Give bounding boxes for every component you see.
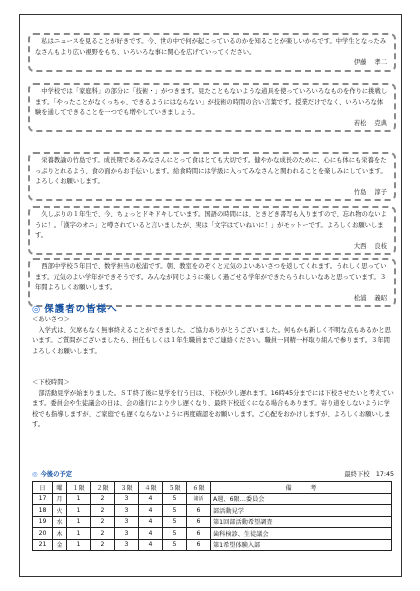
teacher-message-3 bbox=[28, 152, 396, 201]
header-period-2: ２限 bbox=[91, 482, 115, 494]
table-row bbox=[33, 528, 392, 540]
teacher-message-5 bbox=[28, 258, 396, 307]
cell-period: 5 bbox=[163, 493, 187, 505]
cell-period: 1 bbox=[67, 493, 91, 505]
cell-period: 1 bbox=[67, 505, 91, 517]
dismissal-heading: ＜下校時間＞ bbox=[32, 379, 70, 386]
cell-period: 2 bbox=[91, 516, 115, 528]
greeting-heading: ＜あいさつ＞ bbox=[32, 316, 70, 323]
cell-weekday: 火 bbox=[53, 505, 67, 517]
message-signature: 大西 良枝 bbox=[353, 242, 387, 250]
schedule-header bbox=[32, 469, 394, 481]
cell-period: 4 bbox=[139, 516, 163, 528]
header-day: 日 bbox=[33, 482, 53, 494]
cell-note: 第1回部活動希望調査 bbox=[211, 516, 392, 528]
cell-note: A週、6限…委員会 bbox=[211, 493, 392, 505]
cell-day: 18 bbox=[33, 505, 53, 517]
cell-weekday: 水 bbox=[53, 516, 67, 528]
cell-period: 1 bbox=[67, 539, 91, 551]
message-text: 西部中学校５年目で、数学担当の松浦です。朝、教室をのぞくと元気のよいあいさつを返してくれます。うれしく思っています。元気のよい学年ができそうです。みんなが同じように楽しく過ごせる学年ができたらうれしいなあと思っています。３年間よろしくお願いします。 bbox=[35, 263, 387, 292]
cell-period: 2 bbox=[91, 493, 115, 505]
cell-period: 4 bbox=[139, 539, 163, 551]
teacher-message-4 bbox=[28, 206, 396, 255]
cell-period: 2 bbox=[91, 505, 115, 517]
cell-period: 諸活 bbox=[187, 493, 211, 505]
cell-period: 4 bbox=[139, 505, 163, 517]
message-signature: 伊藤 孝二 bbox=[353, 59, 387, 67]
section-title: ◎ 保護者の皆様へ bbox=[32, 304, 118, 315]
greeting-block bbox=[32, 315, 394, 357]
cell-period: 3 bbox=[115, 516, 139, 528]
header-weekday: 曜 bbox=[53, 482, 67, 494]
cell-period: 1 bbox=[67, 516, 91, 528]
message-text: 中学校では「家庭科」の部分に「技術・」がつきます。見たこともないような道具を使っていろいろなものを作りに挑戦します。「やったことがなくっちゃ、できるようにはならない」が技術の時間の合い言葉です。授業だけでなく、いろいろな体験を通してできることを一つでも増やしていきましょう。 bbox=[35, 88, 388, 117]
cell-period: 3 bbox=[115, 505, 139, 517]
cell-day: 21 bbox=[33, 539, 53, 551]
final-dismissal-time: 最終下校 17:45 bbox=[344, 471, 394, 478]
message-signature: 若松 克典 bbox=[353, 119, 387, 127]
cell-period: 5 bbox=[163, 516, 187, 528]
message-text: 私はニュースを見ることが好きです。今、世の中で何が起こっているのかを知ることが楽しいからです。中学生となったみなさんもより広い視野をもち、いろいろな事に関心を広げていってください。 bbox=[35, 38, 387, 56]
cell-period: 3 bbox=[115, 493, 139, 505]
table-row bbox=[33, 516, 392, 528]
cell-period: 5 bbox=[163, 505, 187, 517]
teacher-message-2 bbox=[28, 83, 396, 132]
cell-period: 2 bbox=[91, 539, 115, 551]
cell-period: 3 bbox=[115, 528, 139, 540]
header-period-6: ６限 bbox=[187, 482, 211, 494]
cell-weekday: 金 bbox=[53, 539, 67, 551]
table-row bbox=[33, 493, 392, 505]
cell-period: 5 bbox=[163, 539, 187, 551]
cell-note: 部活動見学 bbox=[211, 505, 392, 517]
message-signature: 竹島 淳子 bbox=[353, 188, 387, 196]
schedule-table bbox=[32, 481, 392, 551]
header-period-1: １限 bbox=[67, 482, 91, 494]
cell-period: 6 bbox=[187, 505, 211, 517]
teacher-message-1 bbox=[28, 33, 396, 72]
dismissal-block bbox=[32, 378, 394, 431]
schedule-header-row bbox=[33, 482, 392, 494]
cell-period: 6 bbox=[187, 539, 211, 551]
greeting-text: 入学式は、欠席もなく無事終えることができました。ご協力ありがとうございました。何もかも新しく不明な点もあるかと思います。ご質問がございましたら、担任もしくは１年生職員までご連絡ください。職員一同精一杯取り組んで参ります。３年間よろしくお願いします。 bbox=[32, 326, 391, 355]
schedule-title: ◎ 今後の予定 bbox=[32, 471, 72, 478]
cell-period: 3 bbox=[115, 539, 139, 551]
header-period-4: ４限 bbox=[139, 482, 163, 494]
cell-period: 6 bbox=[187, 516, 211, 528]
message-text: 栄養教諭の竹島です。成長期であるみなさんにとって食はとても大切です。健やかな成長のために、心にも体にも栄養をたっぷりとれるよう、食の面からお手伝いします。給食時間には学級に入ってみなさんと関われることを楽しみにしています。よろしくお願いします。 bbox=[35, 157, 387, 186]
cell-period: 6 bbox=[187, 528, 211, 540]
cell-period: 4 bbox=[139, 528, 163, 540]
bullet-icon: ◎ bbox=[32, 304, 42, 315]
dismissal-text: 部活動見学が始まりました。ＳＴ終了後に見学を行う日は、下校が少し遅れます。16時45分までには下校させたいと考えています。委員会や生徒議会の日は、会の進行により少し遅くなり、最終下校近くになる場合もあります。寄り道をしないように学校でも指導しますが、ご家庭でも遅くならないように再度確認をお願いします。ご心配をおかけしますが、よろしくお願いします。 bbox=[32, 389, 394, 429]
header-period-3: ３限 bbox=[115, 482, 139, 494]
cell-day: 20 bbox=[33, 528, 53, 540]
bullet-icon: ◎ bbox=[32, 471, 38, 478]
cell-period: 4 bbox=[139, 493, 163, 505]
cell-note: 第1希望体験入部 bbox=[211, 539, 392, 551]
cell-period: 5 bbox=[163, 528, 187, 540]
header-period-5: ５限 bbox=[163, 482, 187, 494]
cell-period: 2 bbox=[91, 528, 115, 540]
message-signature: 松浦 義昭 bbox=[353, 294, 387, 302]
table-row bbox=[33, 505, 392, 517]
cell-day: 19 bbox=[33, 516, 53, 528]
cell-weekday: 月 bbox=[53, 493, 67, 505]
header-notes: 備 考 bbox=[211, 482, 392, 494]
table-row bbox=[33, 539, 392, 551]
cell-period: 1 bbox=[67, 528, 91, 540]
cell-day: 17 bbox=[33, 493, 53, 505]
cell-note: 歯科検診、生徒議会 bbox=[211, 528, 392, 540]
message-text: 久しぶりの１年生で、今、ちょっとドキドキしています。国語の時間には、ときどき書写も入りますので、忘れ物のないように！。「漢字のオニ」と噂されていると言いましたが、実は「文字はていねいに！」がモットーです。よろしくお願いします。 bbox=[35, 211, 387, 240]
cell-weekday: 木 bbox=[53, 528, 67, 540]
